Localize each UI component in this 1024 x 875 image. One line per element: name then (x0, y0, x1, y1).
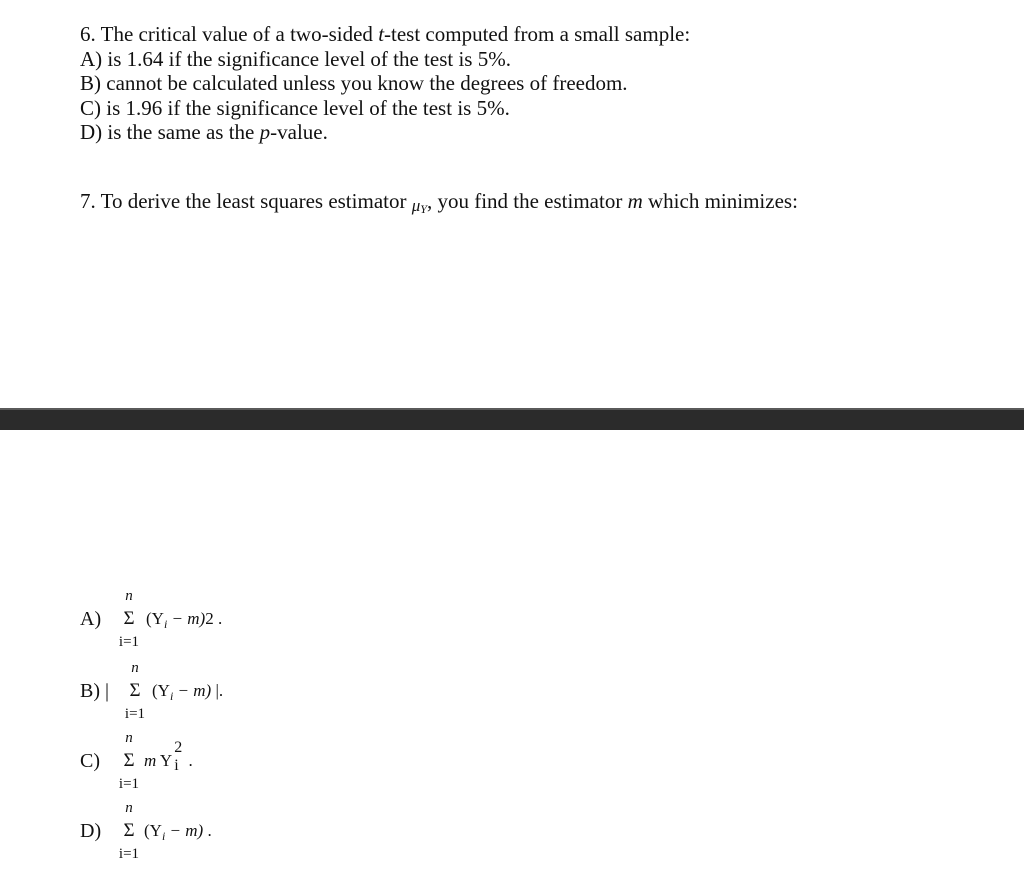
option-label: D) (80, 820, 102, 842)
option-label: C) (80, 750, 100, 772)
option-expression: $(Y_i - m)$ |. (152, 681, 224, 703)
summation: n Σ i=1 (124, 660, 146, 722)
summation: n Σ i=1 (118, 730, 140, 792)
question-6-option-b: B) cannot be calculated unless you know the degrees of freedom. (80, 71, 628, 95)
option-expression: m Y 2 i . (144, 739, 193, 774)
question-6 (80, 22, 690, 145)
question-7-stem: 7. To derive the least squares estimator $\mu_Y$, you find the estimator m which minimizes: (80, 189, 798, 216)
page-separator-band (0, 408, 1024, 430)
question-6-option-d: D) is the same as the p-value. (80, 120, 328, 144)
option-label: A) (80, 608, 102, 630)
question-6-option-a: A) is 1.64 if the significance level of the test is 5%. (80, 46, 511, 71)
summation: n Σ i=1 (118, 588, 140, 650)
question-6-stem: 6. The critical value of a two-sided t-test computed from a small sample: (80, 22, 691, 46)
option-expression: $(Y_i - m)$ . (144, 821, 212, 843)
mu-symbol: $\mu_Y$ (411, 196, 427, 216)
option-expression: $(Y_i - m)2$ . (146, 609, 223, 631)
question-6-option-c: C) is 1.96 if the significance level of the test is 5%. (80, 95, 510, 120)
option-label: B) | (80, 680, 110, 702)
summation: n Σ i=1 (118, 800, 140, 862)
